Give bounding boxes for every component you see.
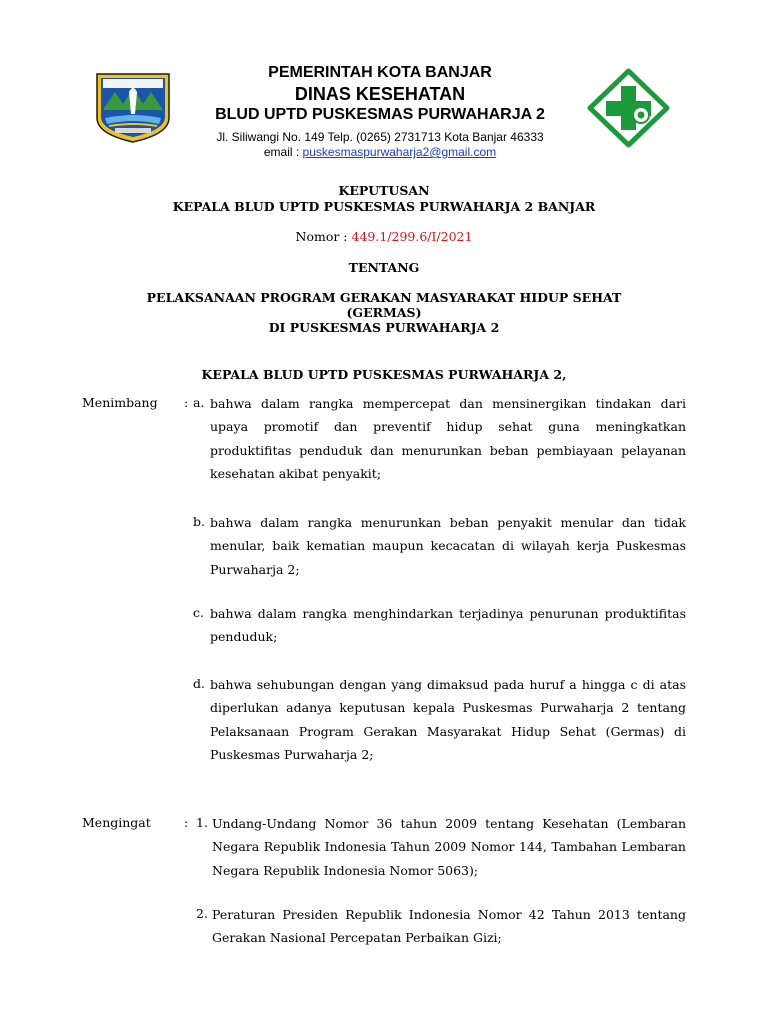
decree-number-line	[0, 229, 768, 244]
number-label: Nomor :	[295, 229, 352, 244]
kota-banjar-emblem-icon	[93, 70, 173, 144]
mengingat-item-2: Peraturan Presiden Republik Indonesia Nomor 42 Tahun 2013 tentang Gerakan Nasional Percepatan Perbaikan Gizi;	[212, 907, 686, 946]
menimbang-item-d: bahwa sehubungan dengan yang dimaksud pada huruf a hingga c di atas diperlukan adanya keputusan kepala Puskesmas Purwaharja 2 tentang Pelaksanaan Program Gerakan Masyarakat Hidup Sehat (Germas) di Puskesmas Purwaharja 2;	[210, 677, 686, 762]
menimbang-item-c: bahwa dalam rangka menghindarkan terjadinya penurunan produktifitas penduduk;	[210, 606, 686, 645]
subject-line-1: PELAKSANAAN PROGRAM GERAKAN MASYARAKAT HIDUP SEHAT	[146, 290, 622, 305]
org-line-1: PEMERINTAH KOTA BANJAR	[268, 64, 492, 81]
mengingat-label: Mengingat	[82, 815, 151, 830]
mengingat-marker-1: 1.	[196, 815, 208, 830]
mengingat-item-1: Undang-Undang Nomor 36 tahun 2009 tentang Kesehatan (Lembaran Negara Republik Indonesia Tahun 2009 Nomor 144, Tambahan Lembaran Negara Republik Indonesia Nomor 5063);	[212, 816, 686, 878]
mengingat-marker-2: 2.	[196, 906, 208, 921]
decree-about: TENTANG	[348, 260, 420, 275]
menimbang-marker-d: d.	[193, 676, 205, 691]
subject-line-3: DI PUSKESMAS PURWAHARJA 2	[268, 320, 500, 335]
menimbang-item-a: bahwa dalam rangka mempercepat dan mensinergikan tindakan dari upaya promotif dan preventif hidup sehat guna meningkatkan produktifitas penduduk dan menurunkan beban pembiayaan pelayanan kesehatan akibat penyakit;	[210, 396, 686, 481]
email-link[interactable]: puskesmaspurwaharja2@gmail.com	[302, 145, 497, 159]
subject-line-2: (GERMAS)	[346, 305, 422, 320]
menimbang-colon: :	[184, 395, 189, 410]
decree-number: 449.1/299.6/I/2021	[351, 229, 473, 244]
health-cross-emblem-icon	[587, 68, 670, 148]
menimbang-marker-c: c.	[193, 605, 204, 620]
menimbang-marker-b: b.	[193, 514, 205, 529]
org-line-3: BLUD UPTD PUSKESMAS PURWAHARJA 2	[215, 106, 545, 123]
menimbang-marker-a: a.	[193, 395, 205, 410]
menimbang-label: Menimbang	[82, 395, 158, 410]
email-label: email :	[263, 145, 303, 159]
menimbang-item-b: bahwa dalam rangka menurunkan beban penyakit menular dan tidak menular, baik kematian maupun kecacatan di wilayah kerja Puskesmas Purwaharja 2;	[210, 515, 686, 577]
org-email-line	[180, 145, 580, 159]
decree-head: KEPALA BLUD UPTD PUSKESMAS PURWAHARJA 2,	[201, 367, 567, 382]
org-address: Jl. Siliwangi No. 149 Telp. (0265) 2731713 Kota Banjar 46333	[216, 130, 544, 144]
mengingat-colon: :	[184, 815, 189, 830]
org-line-2: DINAS KESEHATAN	[294, 84, 466, 104]
decree-issuer: KEPALA BLUD UPTD PUSKESMAS PURWAHARJA 2 BANJAR	[172, 199, 596, 214]
decree-title: KEPUTUSAN	[338, 183, 430, 198]
